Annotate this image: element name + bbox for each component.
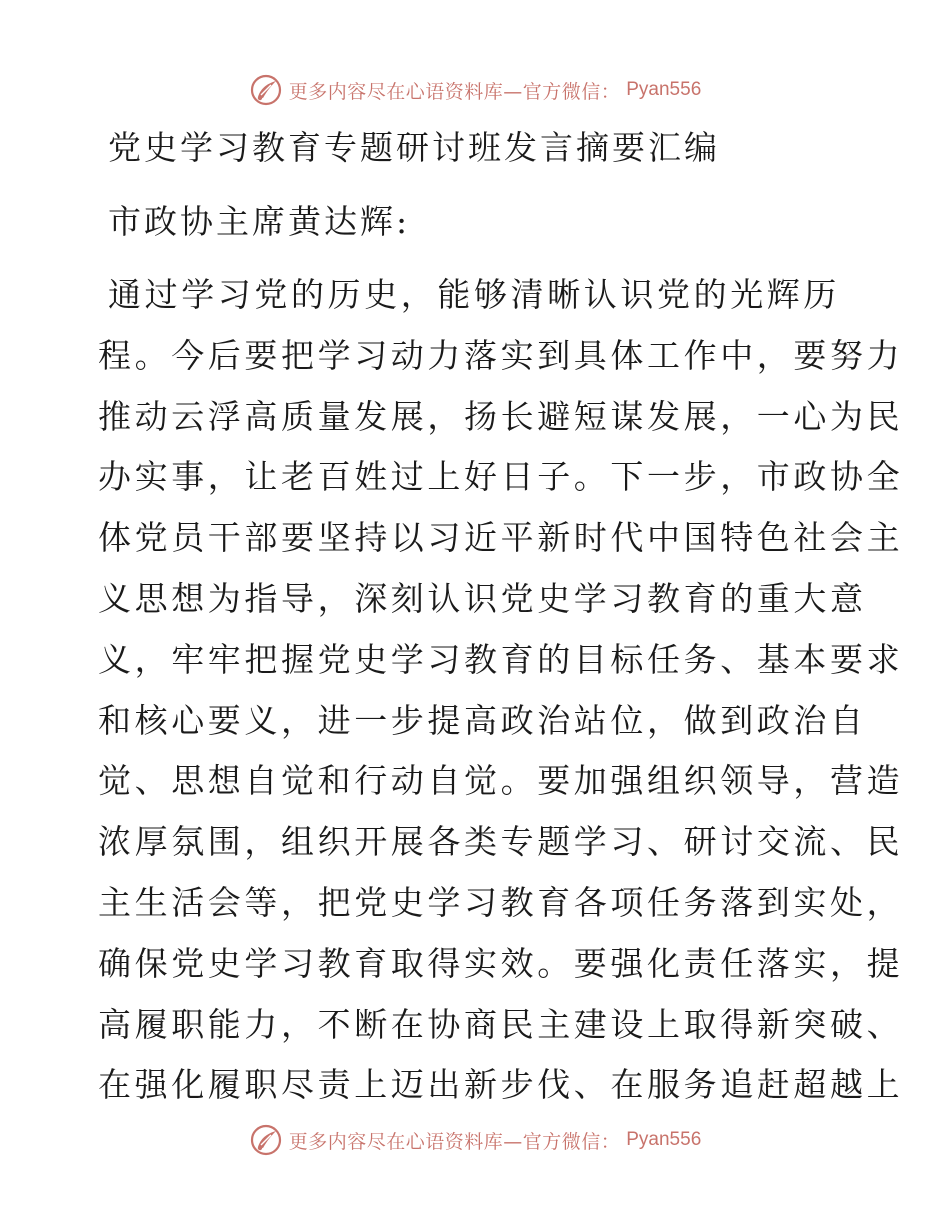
- body-line: 通过学习党的历史，能够清晰认识党的光辉历: [108, 275, 840, 314]
- watermark-text: 更多内容尽在心语资料库—官方微信：: [288, 80, 621, 103]
- body-paragraph: [98, 265, 904, 1116]
- watermark-text: 更多内容尽在心语资料库—官方微信：: [288, 1130, 621, 1153]
- brand-logo-icon: [249, 73, 283, 107]
- header-watermark: [0, 70, 950, 110]
- body-line: 和核心要义，进一步提高政治站位，做到政治自: [98, 700, 867, 740]
- body-line: 在强化履职尽责上迈出新步伐、在服务追赶超越上: [98, 1065, 904, 1105]
- speaker-heading: 市政协主席黄达辉:: [108, 202, 411, 241]
- body-line: 推动云浮高质量发展，扬长避短谋发展，一心为民: [98, 396, 904, 436]
- brand-logo-icon: [249, 1123, 283, 1157]
- watermark-wechat-id: Pyan556: [626, 1129, 702, 1150]
- body-line: 办实事，让老百姓过上好日子。下一步，市政协全: [98, 457, 904, 497]
- document-title: 党史学习教育专题研讨班发言摘要汇编: [108, 128, 720, 167]
- body-line: 主生活会等，把党史学习教育各项任务落到实处，: [98, 882, 904, 922]
- body-line: 体党员干部要坚持以习近平新时代中国特色社会主: [98, 518, 904, 558]
- body-line: 高履职能力，不断在协商民主建设上取得新突破、: [98, 1004, 904, 1044]
- body-line: 义思想为指导，深刻认识党史学习教育的重大意: [98, 578, 867, 618]
- footer-watermark: [0, 1120, 950, 1160]
- body-line: 觉、思想自觉和行动自觉。要加强组织领导，营造: [98, 761, 904, 801]
- watermark-wechat-id: Pyan556: [626, 79, 702, 100]
- body-line: 浓厚氛围，组织开展各类专题学习、研讨交流、民: [98, 822, 904, 862]
- body-line: 义，牢牢把握党史学习教育的目标任务、基本要求: [98, 639, 904, 679]
- body-line: 程。今后要把学习动力落实到具体工作中，要努力: [98, 335, 904, 375]
- body-line: 确保党史学习教育取得实效。要强化责任落实，提: [98, 943, 904, 983]
